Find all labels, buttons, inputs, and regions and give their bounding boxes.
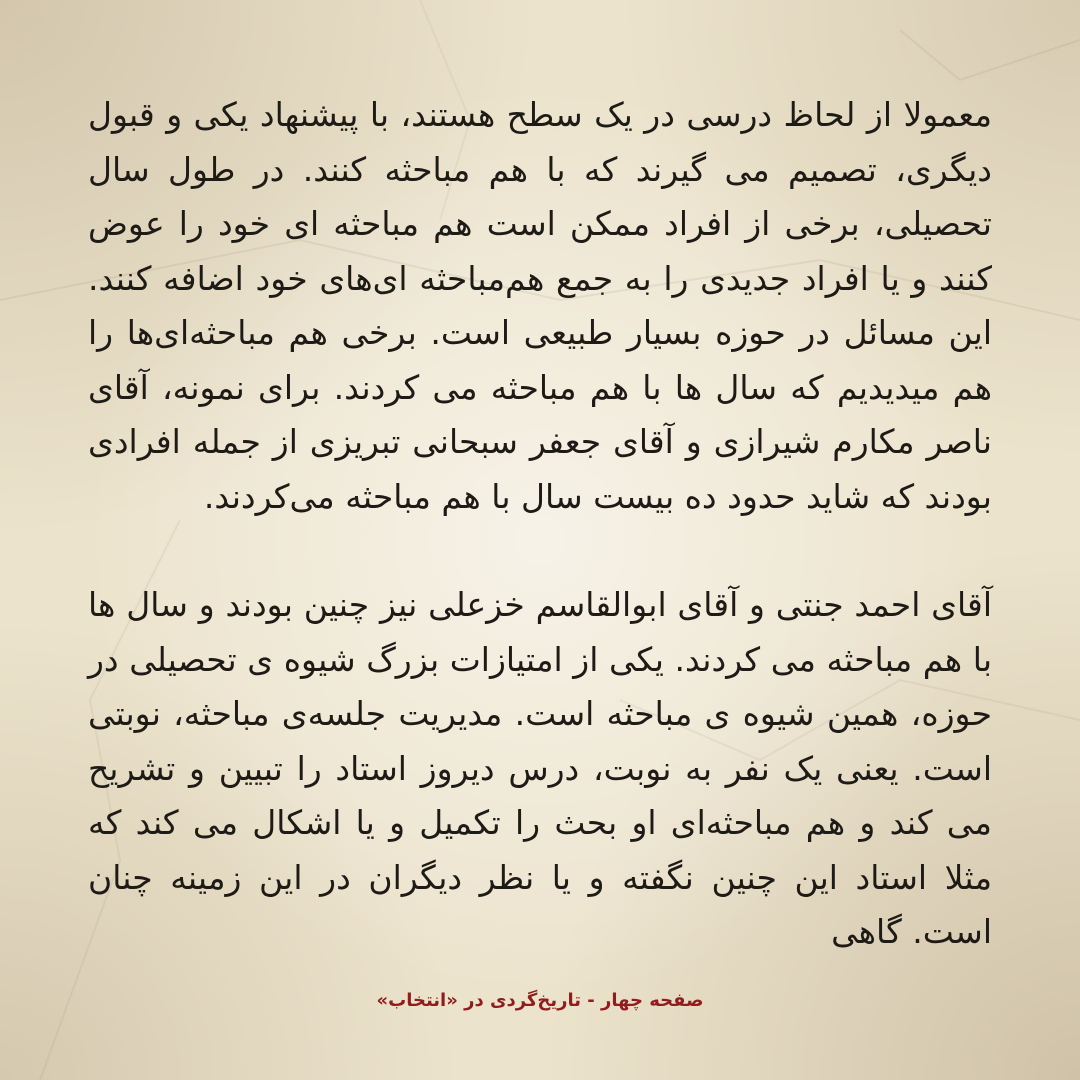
paragraph: آقای احمد جنتی و آقای ابوالقاسم خزعلی نیز چنین بودند و سال ها با هم مباحثه می کردند. یکی از امتیازات بزرگ شیوه ی تحصیلی در حوزه، همین شیوه ی مباحثه است. مدیریت جلسه‌ی مباحثه، نوبتی است. یعنی یک نفر به نوبت، درس دیروز استاد را تبیین و تشریح می کند و هم مباحثه‌ای او بحث را تکمیل و یا اشکال می کند که مثلا استاد این چنین نگفته و یا نظر دیگران در این زمینه چنان است. گاهی bbox=[88, 585, 992, 951]
paragraph: معمولا از لحاظ درسی در یک سطح هستند، با پیشنهاد یکی و قبول دیگری، تصمیم می گیرند که با هم مباحثه کنند. در طول سال تحصیلی، برخی از افراد ممکن است هم مباحثه ای خود را عوض کنند و یا افراد جدیدی را به جمع هم‌مباحثه ای‌های خود اضافه کنند. این مسائل در حوزه بسیار طبیعی است. برخی هم مباحثه‌ای‌ها را هم میدیدیم که سال ها با هم مباحثه می کردند. برای نمونه، آقای ناصر مکارم شیرازی و آقای جعفر سبحانی تبریزی از جمله افرادی بودند که شاید حدود ده بیست سال با هم مباحثه می‌کردند. bbox=[88, 95, 992, 516]
article-body bbox=[88, 88, 992, 960]
page-footer: صفحه چهار - تاریخ‌گردی در «انتخاب» bbox=[376, 990, 704, 1011]
